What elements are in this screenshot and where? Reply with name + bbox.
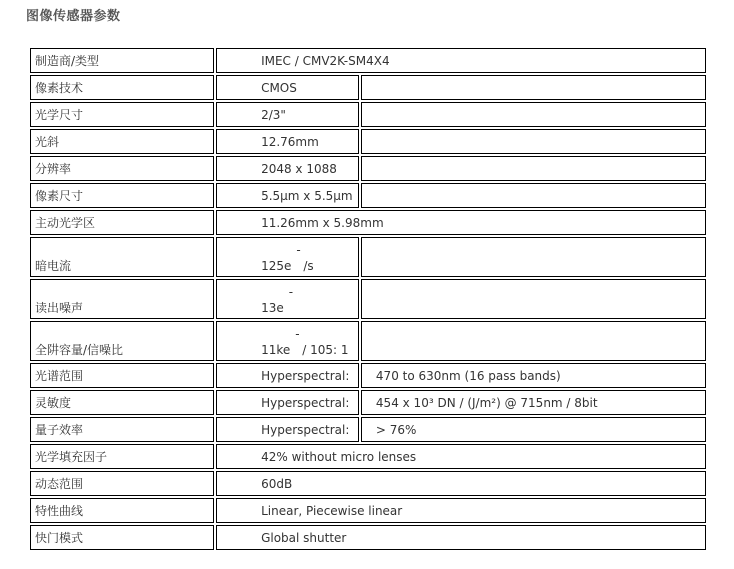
row-value: 13e-	[216, 279, 359, 319]
value-main: 13e	[261, 301, 284, 315]
row-label: 光斜	[30, 129, 214, 154]
row-label: 全阱容量/信噪比	[30, 321, 214, 361]
table-row	[30, 75, 706, 100]
row-value: Linear, Piecewise linear	[216, 498, 706, 523]
row-label: 量子效率	[30, 417, 214, 442]
row-label: 灵敏度	[30, 390, 214, 415]
row-label: 像素尺寸	[30, 183, 214, 208]
table-row	[30, 129, 706, 154]
value-after: /s	[303, 259, 314, 273]
table-row	[30, 102, 706, 127]
row-value: 12.76mm	[216, 129, 359, 154]
row-label: 制造商/类型	[30, 48, 214, 73]
row-value: Hyperspectral:	[216, 363, 359, 388]
row-extra: 454 x 10³ DN / (J/m²) @ 715nm / 8bit	[361, 390, 706, 415]
table-row	[30, 417, 706, 442]
table-row	[30, 156, 706, 181]
table-row	[30, 525, 706, 550]
row-extra	[361, 102, 706, 127]
table-row	[30, 183, 706, 208]
table-row	[30, 498, 706, 523]
value-main: 11ke	[261, 343, 291, 357]
row-label: 光学尺寸	[30, 102, 214, 127]
table-row	[30, 210, 706, 235]
row-value: Hyperspectral:	[216, 417, 359, 442]
row-label: 分辨率	[30, 156, 214, 181]
row-label: 快门模式	[30, 525, 214, 550]
row-extra	[361, 75, 706, 100]
row-label: 光谱范围	[30, 363, 214, 388]
row-value: 11ke-/ 105: 1	[216, 321, 359, 361]
value-after: / 105: 1	[302, 343, 349, 357]
table-row	[30, 321, 706, 361]
table-row	[30, 48, 706, 73]
row-label: 主动光学区	[30, 210, 214, 235]
table-row	[30, 471, 706, 496]
table-row	[30, 363, 706, 388]
row-value: 60dB	[216, 471, 706, 496]
row-extra	[361, 321, 706, 361]
row-value: Global shutter	[216, 525, 706, 550]
table-row	[30, 390, 706, 415]
row-extra	[361, 237, 706, 277]
row-label: 动态范围	[30, 471, 214, 496]
table-row	[30, 237, 706, 277]
row-label: 像素技术	[30, 75, 214, 100]
row-extra	[361, 129, 706, 154]
row-extra	[361, 183, 706, 208]
value-main: 125e	[261, 259, 292, 273]
sensor-spec-table	[28, 46, 708, 552]
row-extra: > 76%	[361, 417, 706, 442]
row-label: 特性曲线	[30, 498, 214, 523]
row-value: 125e-/s	[216, 237, 359, 277]
row-value: 5.5μm x 5.5μm	[216, 183, 359, 208]
row-value: Hyperspectral:	[216, 390, 359, 415]
row-extra	[361, 279, 706, 319]
row-label: 读出噪声	[30, 279, 214, 319]
table-row	[30, 444, 706, 469]
row-value: IMEC / CMV2K-SM4X4	[216, 48, 706, 73]
row-extra: 470 to 630nm (16 pass bands)	[361, 363, 706, 388]
row-value: 2/3"	[216, 102, 359, 127]
page-title: 图像传感器参数	[26, 9, 121, 24]
row-value: 42% without micro lenses	[216, 444, 706, 469]
row-extra	[361, 156, 706, 181]
table-row	[30, 279, 706, 319]
row-label: 光学填充因子	[30, 444, 214, 469]
row-label: 暗电流	[30, 237, 214, 277]
row-value: CMOS	[216, 75, 359, 100]
row-value: 2048 x 1088	[216, 156, 359, 181]
row-value: 11.26mm x 5.98mm	[216, 210, 706, 235]
